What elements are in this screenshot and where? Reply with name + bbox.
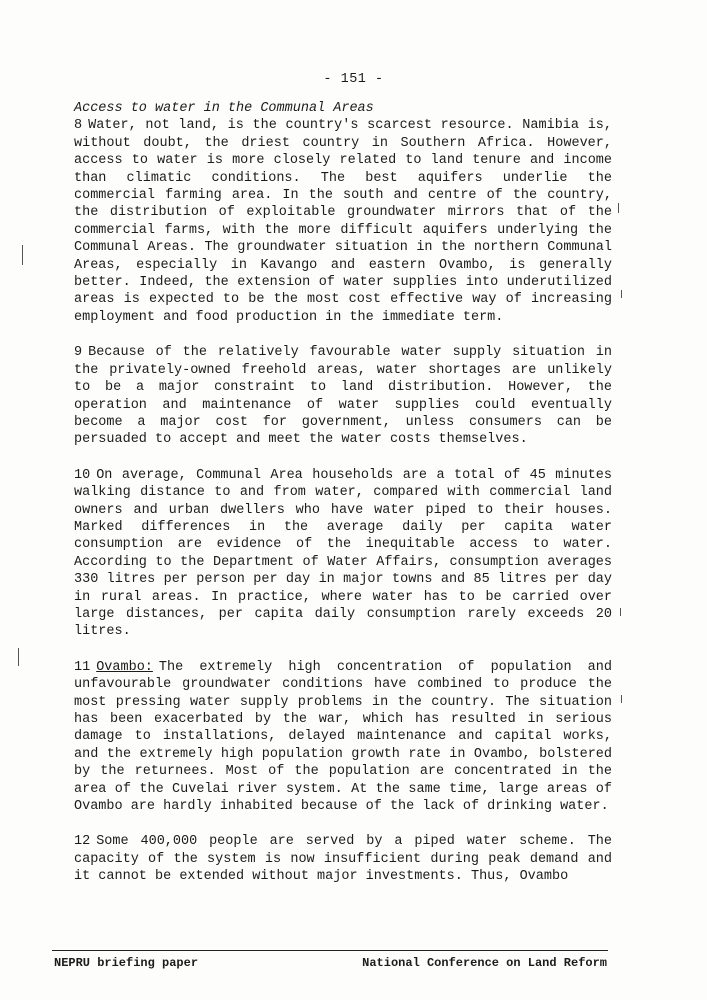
footer-divider	[52, 950, 608, 951]
section-heading: Access to water in the Communal Areas	[74, 101, 374, 116]
paragraph-number: 9	[74, 345, 83, 361]
footer-publication: NEPRU briefing paper	[54, 956, 199, 970]
paragraph-text: Some 400,000 people are served by a piped water scheme. The capacity of the system is now insufficient during peak demand and it cannot be extended without major investments. Thus, Ovambo	[74, 834, 612, 885]
document-body	[74, 100, 612, 904]
paragraph-number: 8	[74, 118, 83, 134]
paragraph-topic: Ovambo:	[96, 659, 153, 675]
footer-conference: National Conference on Land Reform	[362, 956, 607, 970]
paragraph-12	[74, 833, 612, 885]
paragraph-9	[74, 344, 612, 448]
scan-mark	[620, 608, 621, 616]
page-number: - 151 -	[323, 72, 384, 87]
scan-mark	[18, 648, 19, 666]
scan-mark	[621, 695, 622, 703]
paragraph-text: The extremely high concentration of population and unfavourable groundwater conditions have combined to produce the most pressing water supply problems in the country. The situation has been exacerbated by the war, which has resulted in serious damage to installations, delayed maintenance and capital works, and the extremely high population growth rate in Ovambo, bolstered by the returnees. Most of the population are concentrated in the area of the Cuvelai river system. At the same time, large areas of Ovambo are hardly inhabited because of the lack of drinking water.	[74, 659, 612, 815]
scan-mark	[621, 290, 622, 298]
paragraph-number: 11	[74, 659, 91, 675]
scan-mark	[618, 203, 619, 213]
paragraph-text: On average, Communal Area households are a total of 45 minutes walking distance to and from water, compared with commercial land owners and urban dwellers who have water piped to their houses. Marked differences in the average daily per capita water consumption are evidence of the inequitable access to water. According to the Department of Water Affairs, consumption averages 330 litres per person per day in major towns and 85 litres per day in rural areas. In practice, where water has to be carried over large distances, per capita daily consumption rarely exceeds 20 litres.	[74, 467, 612, 640]
paragraph-8	[74, 117, 612, 326]
scan-mark	[22, 245, 23, 265]
paragraph-text: Water, not land, is the country's scarcest resource. Namibia is, without doubt, the driest country in Southern Africa. However, access to water is more closely related to land tenure and income than climatic conditions. The best aquifers underlie the commercial farming area. In the south and centre of the country, the distribution of exploitable groundwater mirrors that of the commercial farms, with the more difficult aquifers underlying the Communal Areas. The groundwater situation in the northern Communal Areas, especially in Kavango and eastern Ovambo, is generally better. Indeed, the extension of water supplies into underutilized areas is expected to be the most cost effective way of increasing employment and food production in the immediate term.	[74, 118, 612, 325]
paragraph-number: 12	[74, 834, 91, 850]
paragraph-11	[74, 659, 612, 816]
paragraph-10	[74, 467, 612, 641]
paragraph-text: Because of the relatively favourable water supply situation in the privately-owned freehold areas, water shortages are unlikely to be a major constraint to land distribution. However, the operation and maintenance of water supplies could eventually become a major cost for government, unless consumers can be persuaded to accept and meet the water costs themselves.	[74, 345, 612, 448]
paragraph-number: 10	[74, 467, 91, 483]
